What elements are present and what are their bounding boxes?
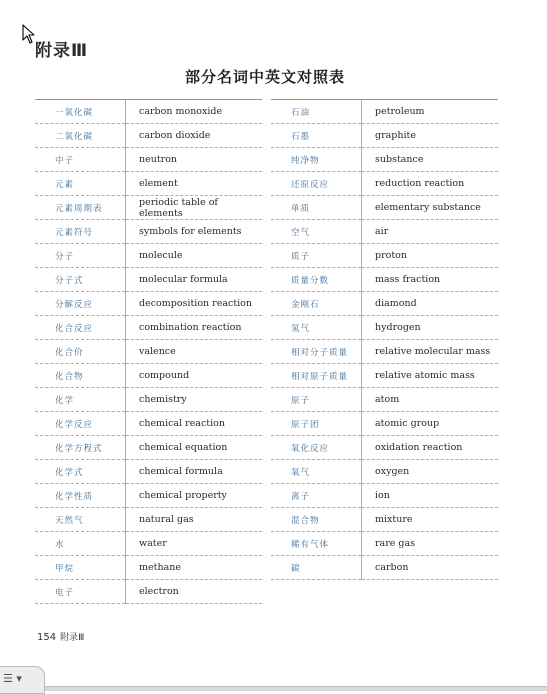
page-footer: [37, 630, 84, 643]
vocabulary-table-right: [271, 99, 498, 580]
table-row: [35, 340, 262, 364]
chinese-term: 分子式: [35, 268, 126, 292]
table-row: [35, 316, 262, 340]
chinese-term: 相对原子质量: [271, 364, 362, 388]
chinese-term: 电子: [35, 580, 126, 604]
chinese-term: 化学反应: [35, 412, 126, 436]
english-term: mixture: [362, 508, 499, 532]
vocabulary-table-left: [35, 99, 262, 604]
table-row: [35, 172, 262, 196]
english-term: compound: [126, 364, 263, 388]
table-row: [271, 196, 498, 220]
english-term: oxygen: [362, 460, 499, 484]
chinese-term: 原子团: [271, 412, 362, 436]
english-term: element: [126, 172, 263, 196]
chinese-term: 化学性质: [35, 484, 126, 508]
english-term: proton: [362, 244, 499, 268]
english-term: mass fraction: [362, 268, 499, 292]
table-row: [271, 268, 498, 292]
table-row: [35, 508, 262, 532]
table-row: [271, 508, 498, 532]
table-row: [35, 220, 262, 244]
english-term: carbon monoxide: [126, 100, 263, 124]
chinese-term: 混合物: [271, 508, 362, 532]
chinese-term: 碳: [271, 556, 362, 580]
table-row: [271, 532, 498, 556]
chinese-term: 元素周期表: [35, 196, 126, 220]
english-term: natural gas: [126, 508, 263, 532]
chinese-term: 化合反应: [35, 316, 126, 340]
english-term: hydrogen: [362, 316, 499, 340]
chinese-term: 化学式: [35, 460, 126, 484]
english-term: elementary substance: [362, 196, 499, 220]
english-term: decomposition reaction: [126, 292, 263, 316]
chinese-term: 纯净物: [271, 148, 362, 172]
english-term: carbon dioxide: [126, 124, 263, 148]
table-row: [35, 292, 262, 316]
chinese-term: 石油: [271, 100, 362, 124]
table-row: [35, 436, 262, 460]
english-term: diamond: [362, 292, 499, 316]
table-row: [271, 412, 498, 436]
english-term: chemistry: [126, 388, 263, 412]
chinese-term: 天然气: [35, 508, 126, 532]
chinese-term: 质子: [271, 244, 362, 268]
table-row: [271, 220, 498, 244]
table-row: [271, 124, 498, 148]
chinese-term: 化学: [35, 388, 126, 412]
english-term: relative molecular mass: [362, 340, 499, 364]
english-term: rare gas: [362, 532, 499, 556]
chinese-term: 还原反应: [271, 172, 362, 196]
english-term: chemical formula: [126, 460, 263, 484]
table-row: [35, 580, 262, 604]
chinese-term: 水: [35, 532, 126, 556]
chinese-term: 化合物: [35, 364, 126, 388]
mouse-cursor-icon: [22, 24, 36, 44]
chinese-term: 氢气: [271, 316, 362, 340]
appendix-heading: 附录Ⅲ: [35, 41, 89, 61]
table-row: [271, 556, 498, 580]
table-row: [35, 100, 262, 124]
chinese-term: 稀有气体: [271, 532, 362, 556]
english-term: valence: [126, 340, 263, 364]
chinese-term: 原子: [271, 388, 362, 412]
table-row: [35, 388, 262, 412]
table-row: [35, 532, 262, 556]
table-row: [35, 148, 262, 172]
english-term: electron: [126, 580, 263, 604]
chinese-term: 分子: [35, 244, 126, 268]
english-term: substance: [362, 148, 499, 172]
english-term: chemical equation: [126, 436, 263, 460]
chevron-down-icon[interactable]: ☰ ▾: [3, 672, 22, 685]
chinese-term: 离子: [271, 484, 362, 508]
page-title: 部分名词中英文对照表: [184, 68, 345, 86]
english-term: methane: [126, 556, 263, 580]
chinese-term: 石墨: [271, 124, 362, 148]
table-row: [271, 460, 498, 484]
english-term: oxidation reaction: [362, 436, 499, 460]
table-row: [35, 412, 262, 436]
english-term: chemical property: [126, 484, 263, 508]
table-row: [271, 388, 498, 412]
page-footer-label: 附录Ⅲ: [60, 633, 85, 643]
table-row: [271, 148, 498, 172]
english-term: combination reaction: [126, 316, 263, 340]
chinese-term: 相对分子质量: [271, 340, 362, 364]
table-row: [35, 484, 262, 508]
english-term: molecule: [126, 244, 263, 268]
table-row: [271, 484, 498, 508]
english-term: atomic group: [362, 412, 499, 436]
table-row: [271, 244, 498, 268]
english-term: reduction reaction: [362, 172, 499, 196]
chinese-term: 二氧化碳: [35, 124, 126, 148]
chinese-term: 中子: [35, 148, 126, 172]
table-row: [271, 340, 498, 364]
english-term: molecular formula: [126, 268, 263, 292]
page-number: 154: [37, 632, 57, 643]
table-row: [35, 244, 262, 268]
english-term: periodic table of elements: [126, 196, 263, 220]
english-term: symbols for elements: [126, 220, 263, 244]
chinese-term: 元素: [35, 172, 126, 196]
chinese-term: 氧气: [271, 460, 362, 484]
chinese-term: 质量分数: [271, 268, 362, 292]
english-term: petroleum: [362, 100, 499, 124]
table-row: [271, 316, 498, 340]
chinese-term: 甲烷: [35, 556, 126, 580]
chinese-term: 分解反应: [35, 292, 126, 316]
table-row: [271, 100, 498, 124]
chinese-term: 一氧化碳: [35, 100, 126, 124]
table-row: [271, 172, 498, 196]
table-row: [271, 364, 498, 388]
english-term: carbon: [362, 556, 499, 580]
table-row: [271, 436, 498, 460]
table-row: [35, 556, 262, 580]
table-row: [35, 268, 262, 292]
english-term: chemical reaction: [126, 412, 263, 436]
chinese-term: 化合价: [35, 340, 126, 364]
table-row: [35, 364, 262, 388]
english-term: graphite: [362, 124, 499, 148]
english-term: atom: [362, 388, 499, 412]
chinese-term: 单质: [271, 196, 362, 220]
english-term: relative atomic mass: [362, 364, 499, 388]
english-term: air: [362, 220, 499, 244]
chinese-term: 元素符号: [35, 220, 126, 244]
chinese-term: 氧化反应: [271, 436, 362, 460]
english-term: neutron: [126, 148, 263, 172]
viewer-scroll-strip[interactable]: [40, 686, 547, 691]
chinese-term: 金刚石: [271, 292, 362, 316]
table-row: [35, 460, 262, 484]
english-term: water: [126, 532, 263, 556]
table-row: [35, 196, 262, 220]
english-term: ion: [362, 484, 499, 508]
table-row: [35, 124, 262, 148]
chinese-term: 空气: [271, 220, 362, 244]
chinese-term: 化学方程式: [35, 436, 126, 460]
table-row: [271, 292, 498, 316]
